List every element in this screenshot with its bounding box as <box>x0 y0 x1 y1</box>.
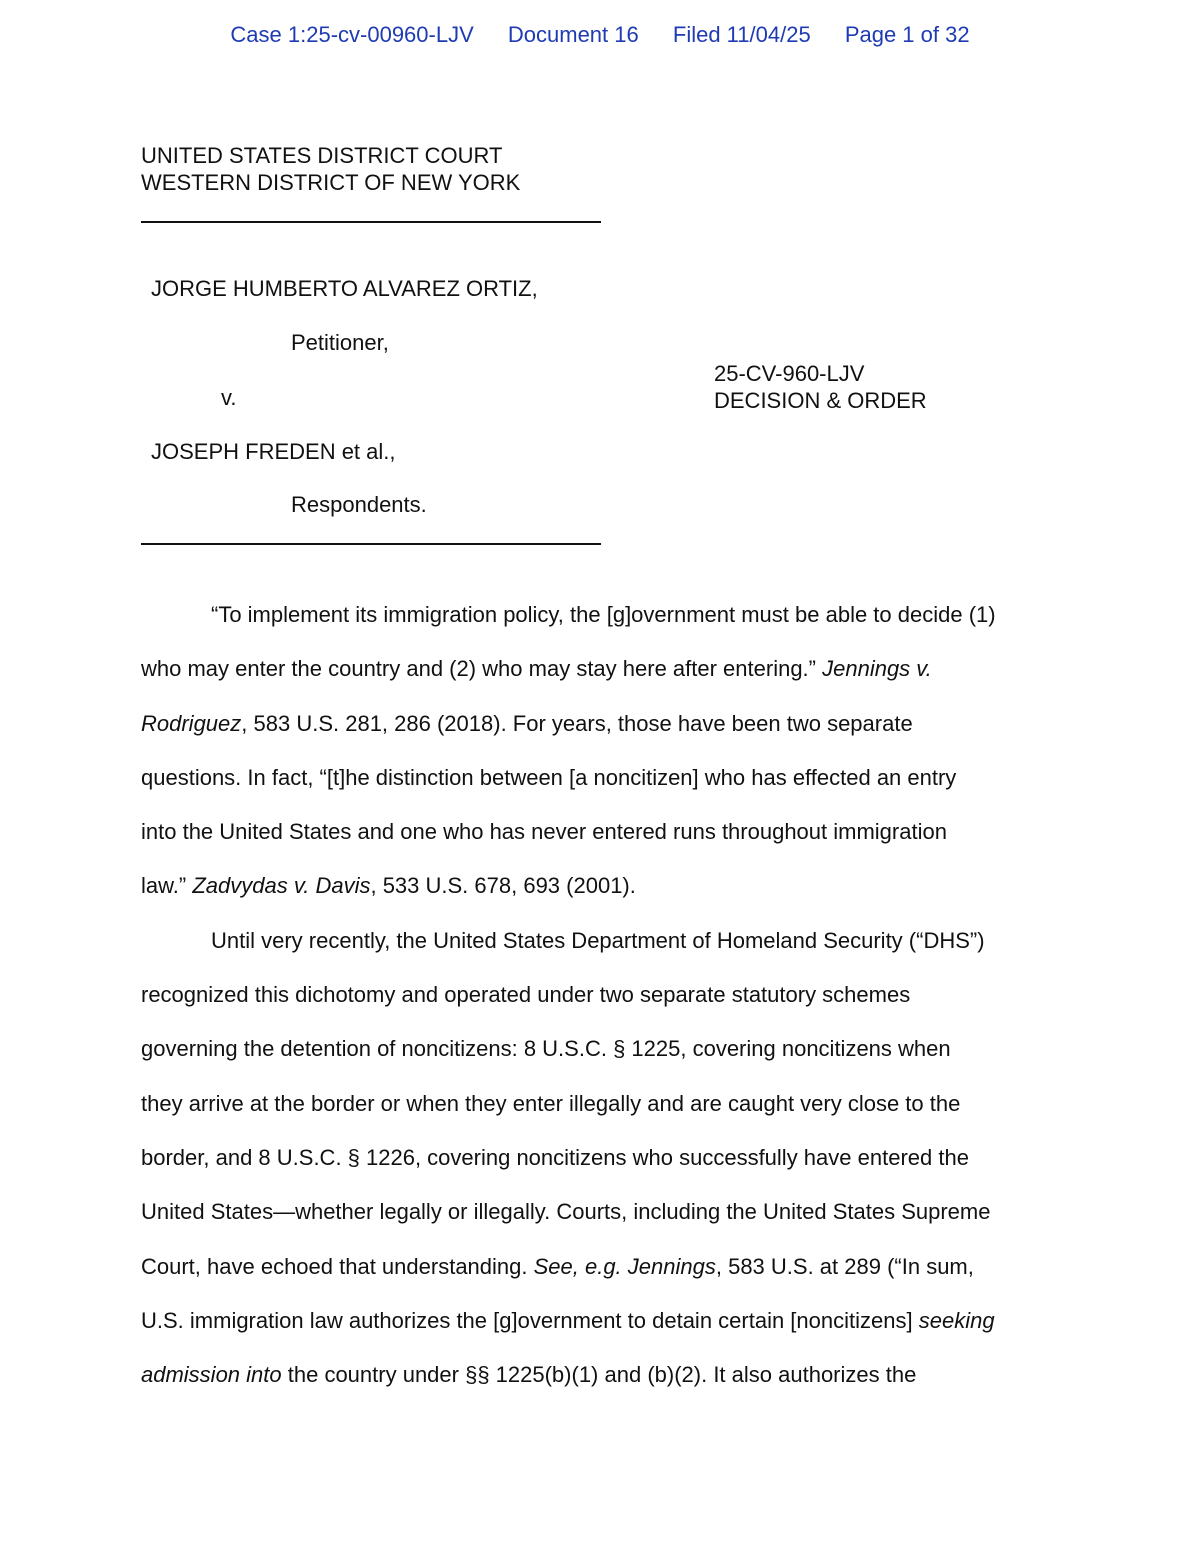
paragraph-2-line-6: United States—whether legally or illegally. Courts, including the United States Supreme <box>141 1199 991 1225</box>
paragraph-2 <box>141 914 1071 1403</box>
paragraph-2-line-7 <box>141 1240 1071 1294</box>
case-citation: Zadvydas v. Davis <box>192 873 371 899</box>
petitioner-role: Petitioner, <box>291 330 389 355</box>
paragraph-1-line-5: into the United States and one who has never entered runs throughout immigration <box>141 819 947 845</box>
respondent-role: Respondents. <box>291 492 427 517</box>
ecf-header <box>0 22 1200 48</box>
paragraph-1-line-4: questions. In fact, “[t]he distinction between [a noncitizen] who has effected an entry <box>141 764 957 790</box>
paragraph-1-line-3 <box>141 697 1071 751</box>
case-number: 25-CV-960-LJV <box>714 361 865 386</box>
paragraph-2-line-8 <box>141 1294 1071 1348</box>
case-citation: Jennings v. <box>822 656 932 682</box>
case-citation: Rodriguez <box>141 710 242 736</box>
paragraph-2-line-2: recognized this dichotomy and operated under two separate statutory schemes <box>141 982 911 1008</box>
caption-top-rule <box>141 221 601 223</box>
header-filed-date: Filed 11/04/25 <box>672 22 811 47</box>
text-span: , 583 U.S. 281, 286 (2018). For years, those have been two separate <box>241 710 913 736</box>
paragraph-2-line-9 <box>141 1348 1071 1402</box>
text-span: Court, have echoed that understanding. <box>141 1253 534 1279</box>
document-type: DECISION & ORDER <box>714 388 927 413</box>
respondent-name: JOSEPH FREDEN et al., <box>151 439 396 464</box>
court-line-2: WESTERN DISTRICT OF NEW YORK <box>141 170 521 195</box>
text-span: law.” <box>141 873 193 899</box>
paragraph-1-line-6 <box>141 859 1071 913</box>
court-line-1: UNITED STATES DISTRICT COURT <box>141 143 503 168</box>
paragraph-1-line-1: “To implement its immigration policy, the [g]overnment must be able to decide (1) <box>211 602 996 627</box>
text-span: , 533 U.S. 678, 693 (2001). <box>370 873 636 899</box>
opinion-body <box>141 588 1071 1402</box>
versus: v. <box>221 385 237 410</box>
petitioner-name: JORGE HUMBERTO ALVAREZ ORTIZ, <box>151 276 538 301</box>
paragraph-1 <box>141 588 1071 914</box>
text-span: who may enter the country and (2) who may stay here after entering.” <box>141 656 823 682</box>
caption-bottom-rule <box>141 543 601 545</box>
header-page-count: Page 1 of 32 <box>844 22 970 47</box>
text-span: , 583 U.S. at 289 (“In sum, <box>715 1253 974 1279</box>
case-designation <box>714 360 927 414</box>
paragraph-2-line-1: Until very recently, the United States Department of Homeland Security (“DHS”) <box>211 927 985 953</box>
paragraph-2-line-4: they arrive at the border or when they enter illegally and are caught very close to the <box>141 1090 961 1116</box>
emphasis: admission into <box>141 1362 282 1388</box>
header-case-number: Case 1:25-cv-00960-LJV <box>230 22 474 47</box>
emphasis: seeking <box>918 1307 995 1333</box>
header-document-number: Document 16 <box>507 22 639 47</box>
text-span: the country under §§ 1225(b)(1) and (b)(2). It also authorizes the <box>281 1362 917 1388</box>
paragraph-2-line-5: border, and 8 U.S.C. § 1226, covering noncitizens who successfully have entered the <box>141 1144 969 1170</box>
signal-citation: See, e.g. Jennings <box>533 1253 716 1279</box>
court-name <box>141 142 520 196</box>
text-span: U.S. immigration law authorizes the [g]overnment to detain certain [noncitizens] <box>141 1307 919 1333</box>
paragraph-2-line-3: governing the detention of noncitizens: 8 U.S.C. § 1225, covering noncitizens when <box>141 1036 951 1062</box>
paragraph-1-line-2 <box>141 642 1071 696</box>
